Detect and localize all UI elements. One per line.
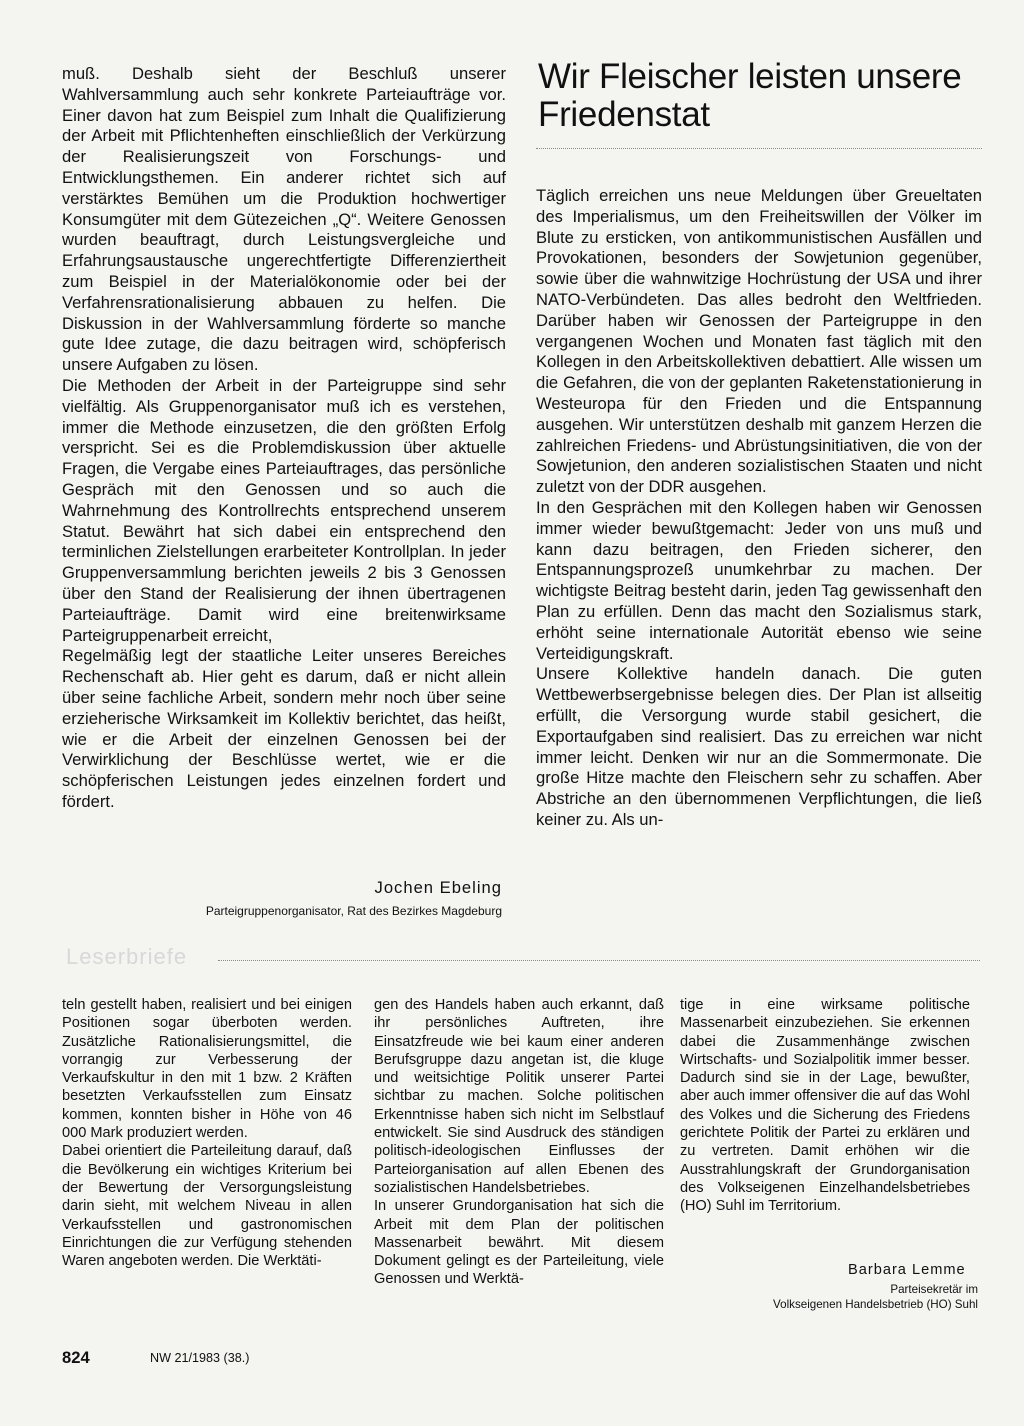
letter-column-2 [374,996,664,1289]
right-article-column [536,186,982,831]
title-divider [536,148,982,149]
letter-author-role-line: Volkseigenen Handelsbetrieb (HO) Suhl [773,1298,978,1311]
author-role: Parteigruppenorganisator, Rat des Bezirkes Magdeburg [205,904,502,918]
section-label: Leserbriefe [66,944,188,969]
letter-author-name: Barbara Lemme [848,1262,966,1278]
body-paragraph: gen des Handels haben auch erkannt, daß ihr persönliches Auftreten, ihre Einsatzfreude wie bei kaum einer anderen Berufsgruppe dazu angetan ist, die kluge und weitsichtige Politik unserer Partei sichtbar zu machen. Solche politischen Erkenntnisse haben sich nicht im Selbstlauf entwickelt. Sie sind Ausdruck des ständigen politisch-ideologischen Einflusses der Parteiorganisation auf allen Ebenen des sozialistischen Handelsbetriebes. [374,997,664,1196]
body-paragraph: In den Gesprächen mit den Kollegen haben wir Genossen immer wieder bewußtgemacht: Jeder von uns muß und kann dazu beitragen, den Frieden sicherer, den Entspannungsprozeß unumkehrbar zu machen. Der wichtigste Beitrag besteht darin, jeden Tag gewissenhaft den Plan zu erfüllen. Denn das macht den Sozialismus stark, erhöht seine internationale Autorität ebenso wie seine Verteidigungskraft. [536,497,982,663]
body-paragraph: tige in eine wirksame politische Massenarbeit einzubeziehen. Sie erkennen dabei die Zusammenhänge zwischen Wirtschafts- und Sozialpolitik immer besser. Dadurch sind sie in der Lage, bewußter, aber auch immer offensiver die auf das Wohl des Volkes und die Sicherung des Friedens gerichtete Politik der Partei zu erklären und zu vertreten. Damit erhöhen wir die Ausstrahlungskraft der Grundorganisation des Volkseigenen Einzelhandelsbetriebes (HO) Suhl im Territorium. [680,997,970,1215]
letter-column-3 [680,996,970,1216]
body-paragraph: teln gestellt haben, realisiert und bei einigen Positionen sogar überboten werden. Zusätzliche Rationalisierungsmittel, die vorrangig zur Verbesserung der Verkaufskultur in den mit 1 bzw. 2 Kräften besetzten Verkaufsstellen zum Einsatz kommen, konnten bisher in Höhe von 46 000 Mark produziert werden. [62,997,352,1142]
body-paragraph: Unsere Kollektive handeln danach. Die guten Wettbewerbsergebnisse belegen dies. Der Plan ist allseitig erfüllt, die Versorgung wurde stabil gesichert, die Exportaufgaben sind realisiert. Das zu erreichen war nicht immer leicht. Denken wir nur an die Sommermonate. Die große Hitze machte den Fleischern sehr zu schaffen. Aber Abstriche an den übernommenen Verpflichtungen, die ließ keiner zu. Als un- [536,664,982,829]
left-article-column [62,64,506,813]
section-divider [218,960,980,961]
issue-label: NW 21/1983 (38.) [150,1351,250,1365]
article-title: Wir Fleischer leisten unsere Friedenstat [538,57,962,134]
page-number: 824 [62,1348,90,1367]
body-paragraph: Dabei orientiert die Parteileitung darauf, daß die Bevölkerung ein wichtiges Kriterium bei der Bewertung der Versorgungsleistung darin sieht, mit welchem Niveau in allen Verkaufsstellen und gastronomischen Einrichtungen die zur Verfügung stehenden Waren angeboten werden. Die Werktäti- [62,1143,352,1270]
body-paragraph: Regelmäßig legt der staatliche Leiter unseres Bereiches Rechenschaft ab. Hier geht es darum, daß er nicht allein über seine fachliche Arbeit, sondern mehr noch über seine erzieherische Wirksamkeit im Kollektiv berichtet, das heißt, wie er die Arbeit der einzelnen Genossen bei der Verwirklichung der Beschlüsse wertet, wie er die schöpferischen Leistungen jedes einzelnen fordert und fördert. [62,646,506,811]
body-paragraph: In unserer Grundorganisation hat sich die Arbeit mit dem Plan der politischen Massenarbeit bewährt. Mit diesem Dokument gelingt es der Parteileitung, viele Genossen und Werktä- [374,1198,664,1288]
letter-author-role [773,1282,978,1312]
body-paragraph: muß. Deshalb sieht der Beschluß unserer Wahlversammlung auch sehr konkrete Parteiaufträge vor. Einer davon hat zum Beispiel zum Inhalt die Qualifizierung der Arbeit mit Pflichtenheften einschließlich der Verkürzung der Realisierungszeit von Forschungs- und Entwicklungsthemen. Ein anderer richtet sich auf verstärktes Bemühen um die Produktion hochwertiger Konsumgüter mit dem Gütezeichen „Q“. Weitere Genossen wurden beauftragt, durch Leistungsvergleiche und Erfahrungsaustausche ungerechtfertigte Differenziertheit zum Beispiel in der Materialökonomie oder bei der Verfahrensrationalisierung abbauen zu helfen. Die Diskussion in der Wahlversammlung förderte so manche gute Idee zutage, die dazu beitragen wird, schöpferisch unsere Aufgaben zu lösen. [62,64,506,375]
letter-author-role-line: Parteisekretär im [890,1283,978,1296]
body-paragraph: Täglich erreichen uns neue Meldungen über Greueltaten des Imperialismus, um den Freiheitswillen der Völker im Blute zu ersticken, von antikommunistischen Ausfällen und Provokationen, besonders der Sowjetunion gegenüber, sowie über die wahnwitzige Hochrüstung der USA und ihrer NATO-Verbündeten. Das alles bedroht den Weltfrieden. Darüber haben wir Genossen der Parteigruppe in den vergangenen Wochen und Monaten fast täglich mit den Kollegen in den Arbeitskollektiven debattiert. Alle wissen um die Gefahren, die von der geplanten Raketenstationierung in Westeuropa für den Frieden und die Entspannung ausgehen. Wir unterstützen deshalb mit ganzem Herzen die zahlreichen Friedens- und Abrüstungsinitiativen, die von der Sowjetunion, den anderen sozialistischen Staaten und nicht zuletzt von der DDR ausgehen. [536,186,982,497]
author-name: Jochen Ebeling [374,878,502,897]
body-paragraph: Die Methoden der Arbeit in der Parteigruppe sind sehr vielfältig. Als Gruppenorganisator muß ich es verstehen, immer die Methode einzusetzen, die den größten Erfolg verspricht. Sei es die Problemdiskussion über aktuelle Fragen, die Vergabe eines Parteiauftrages, das persönliche Gespräch mit den Genossen und so auch die Wahrnehmung des Kontrollrechts entsprechend unserem Statut. Bewährt hat sich dabei ein entsprechend den terminlichen Zielstellungen erarbeiteter Kontrollplan. In jeder Gruppenversammlung berichten jeweils 2 bis 3 Genossen über den Stand der Realisierung der ihnen übertragenen Parteiaufträge. Damit wird eine breitenwirksame Parteigruppenarbeit erreicht, [62,375,506,645]
letter-column-1 [62,996,352,1270]
